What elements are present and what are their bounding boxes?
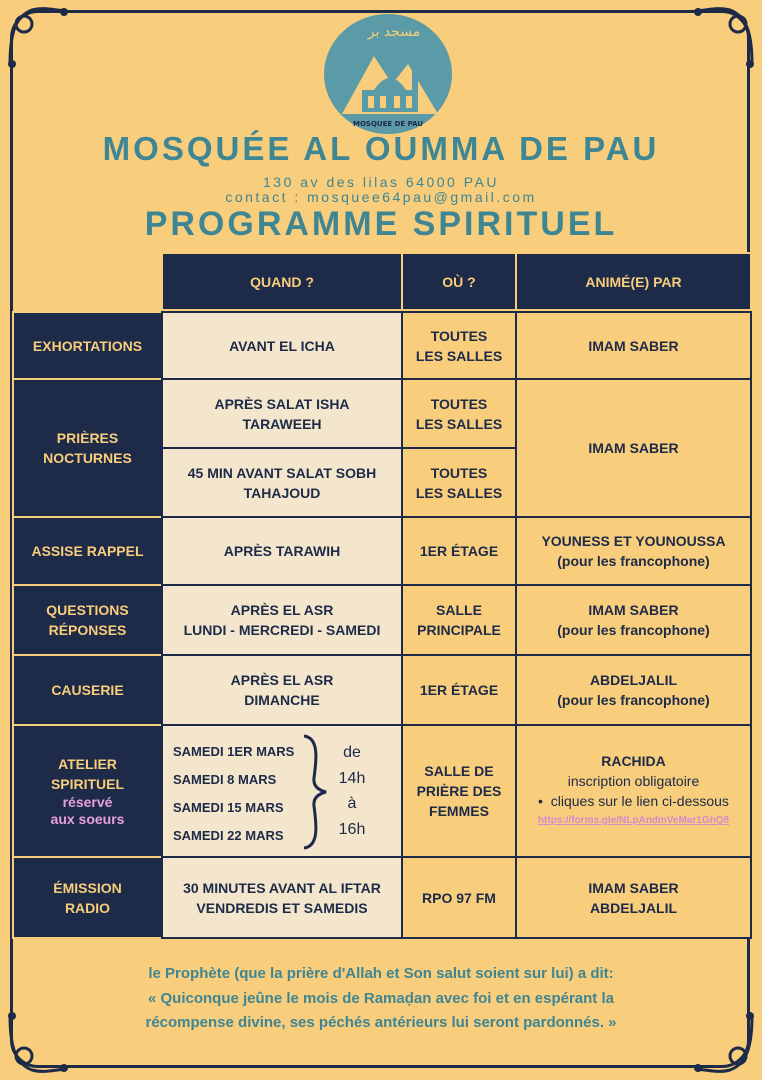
emission-where: RPO 97 FM (401, 856, 517, 939)
questions-by: IMAM SABER (pour les francophone) (515, 584, 752, 656)
exhortations-by: IMAM SABER (515, 311, 752, 380)
row-label-causerie: CAUSERIE (12, 654, 163, 726)
prieres-by: IMAM SABER (515, 378, 752, 518)
corner-ornament-icon (690, 2, 760, 72)
assise-by: YOUNESS ET YOUNOUSSA (pour les francophone) (515, 516, 752, 586)
row-label-emission-radio: ÉMISSION RADIO (12, 856, 163, 939)
exhortations-when: AVANT EL ICHA (161, 311, 403, 380)
header-when: QUAND ? (161, 252, 403, 311)
prieres-where-isha: TOUTES LES SALLES (401, 378, 517, 449)
questions-where: SALLE PRINCIPALE (401, 584, 517, 656)
row-label-assise-rappel: ASSISE RAPPEL (12, 516, 163, 586)
row-label-questions-reponses: QUESTIONS RÉPONSES (12, 584, 163, 656)
atelier-by: RACHIDA inscription obligatoire • cliques sur le lien ci-dessous https://forms.gle/NLpAndmVeMar1GhQ8 (515, 724, 752, 858)
header-by: ANIMÉ(E) PAR (515, 252, 752, 311)
questions-when: APRÈS EL ASR LUNDI - MERCREDI - SAMEDI (161, 584, 403, 656)
prieres-when-sobh: 45 MIN AVANT SALAT SOBH TAHAJOUD (161, 447, 403, 518)
program-title: PROGRAMME SPIRITUEL (144, 205, 618, 243)
registration-link[interactable]: https://forms.gle/NLpAndmVeMar1GhQ8 (537, 815, 730, 826)
causerie-when: APRÈS EL ASR DIMANCHE (161, 654, 403, 726)
mosque-logo (322, 12, 454, 136)
logo-arabic-text: مسجد بر (367, 24, 421, 40)
emission-by: IMAM SABER ABDELJALIL (515, 856, 752, 939)
exhortations-where: TOUTES LES SALLES (401, 311, 517, 380)
bullet-icon: • (538, 793, 551, 809)
assise-when: APRÈS TARAWIH (161, 516, 403, 586)
row-label-exhortations: EXHORTATIONS (12, 311, 163, 380)
emission-when: 30 MINUTES AVANT AL IFTAR VENDREDIS ET SAMEDIS (161, 856, 403, 939)
atelier-time: de 14h à 16h (338, 744, 366, 838)
row-label-atelier-spirituel: ATELIER SPIRITUEL réservé aux soeurs (12, 724, 163, 858)
hadith-quote: le Prophète (que la prière d'Allah et Son salut soient sur lui) a dit: « Quiconque jeûne le mois de Ramaḍan avec foi et en espérant la récompense divine, ses péchés antérieurs lui seront pardonnés. » (145, 965, 617, 1031)
address: 130 av des lilas 64000 PAU (263, 174, 499, 190)
atelier-dates: SAMEDI 1ER MARS SAMEDI 8 MARS SAMEDI 15 MARS SAMEDI 22 MARS (173, 744, 295, 843)
causerie-by: ABDELJALIL (pour les francophone) (515, 654, 752, 726)
prieres-where-sobh: TOUTES LES SALLES (401, 447, 517, 518)
header-where: OÙ ? (401, 252, 517, 311)
logo-caption: MOSQUEE DE PAU (353, 120, 423, 128)
corner-ornament-icon (2, 2, 72, 72)
brace-icon (300, 734, 330, 850)
row-label-prieres-nocturnes: PRIÈRES NOCTURNES (12, 378, 163, 518)
assise-where: 1ER ÉTAGE (401, 516, 517, 586)
causerie-where: 1ER ÉTAGE (401, 654, 517, 726)
contact-email: contact : mosquee64pau@gmail.com (225, 189, 537, 205)
mosque-title: MOSQUÉE AL OUMMA DE PAU (102, 130, 660, 167)
atelier-where: SALLE DE PRIÈRE DES FEMMES (401, 724, 517, 858)
prieres-when-isha: APRÈS SALAT ISHA TARAWEEH (161, 378, 403, 449)
